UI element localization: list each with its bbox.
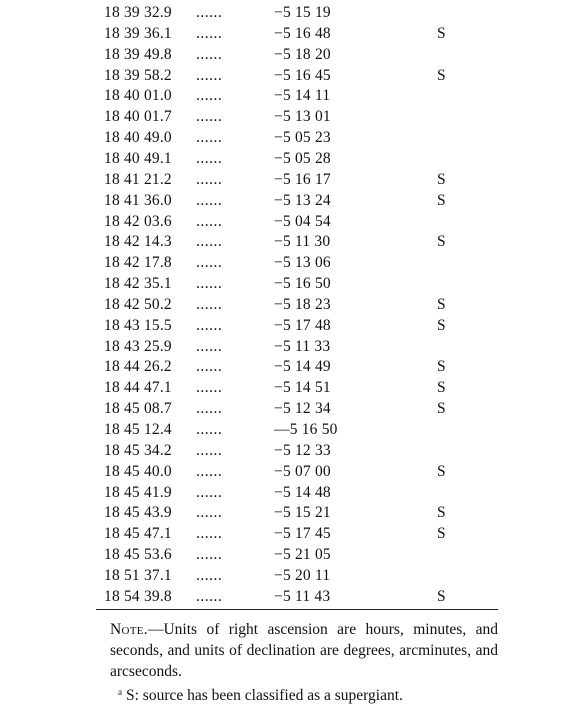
ra-cell: 18 42 17.8 (104, 254, 172, 272)
ra-cell: 18 45 53.6 (104, 546, 172, 564)
table-row (0, 336, 570, 357)
ra-cell: 18 44 47.1 (104, 379, 172, 397)
supergiant-flag: S (437, 587, 446, 605)
ra-cell: 18 43 15.5 (104, 316, 172, 334)
dec-cell: −5 16 50 (274, 275, 331, 293)
table-footnote (118, 682, 518, 706)
dec-cell: −5 17 45 (274, 525, 331, 543)
dec-cell: −5 14 51 (274, 379, 331, 397)
table-row (0, 169, 570, 190)
leader-dots: ...... (196, 587, 223, 605)
table-row (0, 586, 570, 607)
table-row (0, 106, 570, 127)
supergiant-flag: S (437, 358, 446, 376)
dec-cell: −5 13 01 (274, 108, 331, 126)
dec-cell: −5 15 19 (274, 4, 331, 21)
ra-cell: 18 45 43.9 (104, 504, 172, 522)
dec-cell: −5 05 23 (274, 129, 331, 147)
supergiant-flag: S (437, 170, 446, 188)
table-row (0, 294, 570, 315)
leader-dots: ...... (196, 129, 223, 147)
table-row (0, 65, 570, 86)
dec-cell: −5 16 48 (274, 24, 331, 42)
leader-dots: ...... (196, 87, 223, 105)
dec-cell: −5 18 20 (274, 45, 331, 63)
ra-cell: 18 39 58.2 (104, 66, 172, 84)
ra-cell: 18 45 41.9 (104, 483, 172, 501)
table-row (0, 461, 570, 482)
footnote-marker: a (118, 687, 122, 697)
dec-cell: −5 15 21 (274, 504, 331, 522)
dec-cell: −5 17 48 (274, 316, 331, 334)
supergiant-flag: S (437, 462, 446, 480)
leader-dots: ...... (196, 295, 223, 313)
ra-cell: 18 40 01.7 (104, 108, 172, 126)
table-row (0, 190, 570, 211)
ra-cell: 18 45 12.4 (104, 421, 172, 438)
table-row (0, 502, 570, 523)
dec-cell: −5 12 34 (274, 400, 331, 418)
dec-cell: −5 14 48 (274, 483, 331, 501)
dec-cell: −5 04 54 (274, 212, 331, 230)
leader-dots: ...... (196, 504, 223, 522)
ra-cell: 18 40 49.1 (104, 149, 172, 167)
ra-cell: 18 39 49.8 (104, 45, 172, 63)
ra-cell: 18 40 49.0 (104, 129, 172, 147)
supergiant-flag: S (437, 191, 446, 209)
ra-cell: 18 41 21.2 (104, 170, 172, 188)
dec-cell: −5 20 11 (274, 566, 331, 584)
supergiant-flag: S (437, 316, 446, 334)
dec-cell: −5 21 05 (274, 546, 331, 564)
dec-cell: −5 07 00 (274, 462, 331, 480)
supergiant-flag: S (437, 525, 446, 543)
table-row (0, 356, 570, 377)
table-row (0, 85, 570, 106)
table-row (0, 23, 570, 44)
table-row (0, 377, 570, 398)
table-bottom-rule (96, 609, 498, 610)
leader-dots: ...... (196, 4, 223, 21)
leader-dots: ...... (196, 441, 223, 459)
table-row (0, 211, 570, 232)
leader-dots: ...... (196, 316, 223, 334)
note-label: Note. (110, 621, 148, 638)
leader-dots: ...... (196, 462, 223, 480)
ra-cell: 18 43 25.9 (104, 337, 172, 355)
table-row (0, 419, 570, 440)
supergiant-flag: S (437, 295, 446, 313)
ra-cell: 18 54 39.8 (104, 587, 172, 605)
dec-cell: −5 12 33 (274, 441, 331, 459)
ra-cell: 18 41 36.0 (104, 191, 172, 209)
leader-dots: ...... (196, 254, 223, 272)
ra-cell: 18 45 47.1 (104, 525, 172, 543)
table-row (0, 231, 570, 252)
leader-dots: ...... (196, 483, 223, 501)
leader-dots: ...... (196, 108, 223, 126)
ra-cell: 18 39 32.9 (104, 4, 172, 21)
leader-dots: ...... (196, 379, 223, 397)
supergiant-flag: S (437, 233, 446, 251)
dec-cell: −5 16 17 (274, 170, 331, 188)
ra-cell: 18 40 01.0 (104, 87, 172, 105)
table-row (0, 273, 570, 294)
dec-cell: −5 11 30 (274, 233, 331, 251)
leader-dots: ...... (196, 66, 223, 84)
leader-dots: ...... (196, 149, 223, 167)
ra-cell: 18 39 36.1 (104, 24, 172, 42)
ra-cell: 18 51 37.1 (104, 566, 172, 584)
table-row (0, 440, 570, 461)
dec-cell: −5 13 24 (274, 191, 331, 209)
table-row (0, 44, 570, 65)
dec-cell: −5 11 33 (274, 337, 331, 355)
table-row (0, 2, 570, 23)
leader-dots: ...... (196, 24, 223, 42)
dec-cell: −5 14 49 (274, 358, 331, 376)
leader-dots: ...... (196, 358, 223, 376)
leader-dots: ...... (196, 566, 223, 584)
supergiant-flag: S (437, 379, 446, 397)
table-row (0, 523, 570, 544)
supergiant-flag: S (437, 400, 446, 418)
table-row (0, 565, 570, 586)
table-row (0, 482, 570, 503)
ra-cell: 18 42 03.6 (104, 212, 172, 230)
leader-dots: ...... (196, 45, 223, 63)
dec-cell: −5 11 43 (274, 587, 331, 605)
dec-cell: −5 16 45 (274, 66, 331, 84)
table-row (0, 398, 570, 419)
dec-cell: —5 16 50 (274, 421, 338, 438)
ra-cell: 18 45 34.2 (104, 441, 172, 459)
leader-dots: ...... (196, 337, 223, 355)
leader-dots: ...... (196, 546, 223, 564)
ra-cell: 18 42 14.3 (104, 233, 172, 251)
dec-cell: −5 18 23 (274, 295, 331, 313)
leader-dots: ...... (196, 421, 223, 438)
leader-dots: ...... (196, 400, 223, 418)
leader-dots: ...... (196, 191, 223, 209)
leader-dots: ...... (196, 212, 223, 230)
table-row (0, 127, 570, 148)
dec-cell: −5 13 06 (274, 254, 331, 272)
leader-dots: ...... (196, 525, 223, 543)
supergiant-flag: S (437, 504, 446, 522)
table-row (0, 544, 570, 565)
ra-cell: 18 44 26.2 (104, 358, 172, 376)
note-text: —Units of right ascension are hours, minutes, and seconds, and units of declination are degrees, arcminutes, and arcseconds. (110, 621, 498, 680)
leader-dots: ...... (196, 275, 223, 293)
supergiant-flag: S (437, 66, 446, 84)
dec-cell: −5 05 28 (274, 149, 331, 167)
leader-dots: ...... (196, 233, 223, 251)
ra-cell: 18 42 35.1 (104, 275, 172, 293)
footnote-text: S: source has been classified as a supergiant. (126, 687, 403, 704)
table-note (110, 619, 498, 682)
table-row (0, 252, 570, 273)
ra-cell: 18 45 40.0 (104, 462, 172, 480)
leader-dots: ...... (196, 170, 223, 188)
dec-cell: −5 14 11 (274, 87, 331, 105)
table-row (0, 148, 570, 169)
table-row (0, 315, 570, 336)
ra-cell: 18 42 50.2 (104, 295, 172, 313)
ra-cell: 18 45 08.7 (104, 400, 172, 418)
supergiant-flag: S (437, 24, 446, 42)
